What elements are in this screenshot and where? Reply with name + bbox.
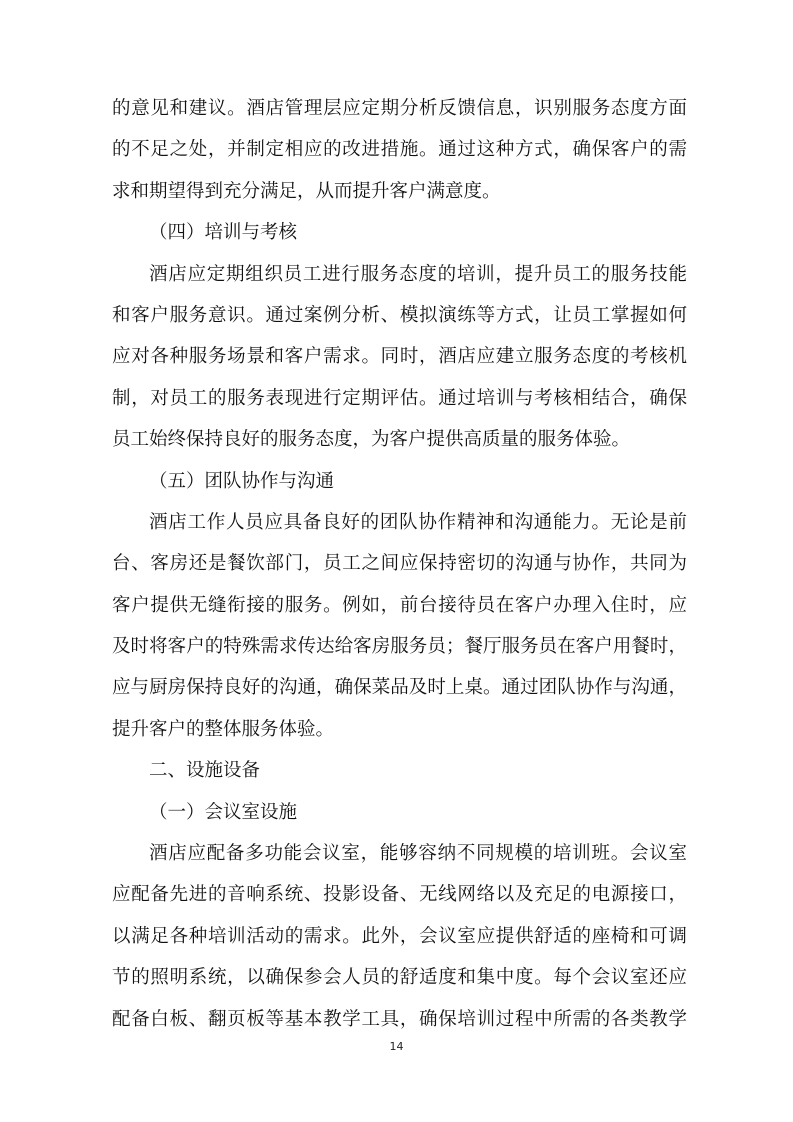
paragraph-line: 应与厨房保持良好的沟通，确保菜品及时上桌。通过团队协作与沟通，: [112, 677, 687, 699]
document-body: [112, 88, 687, 1040]
paragraph-line: 客户提供无缝衔接的服务。例如，前台接待员在客户办理入住时，应: [112, 594, 687, 616]
section-heading: 二、设施设备: [149, 760, 261, 782]
paragraph-line: 员工始终保持良好的服务态度，为客户提供高质量的服务体验。: [112, 429, 631, 451]
section-heading: （四）培训与考核: [149, 222, 298, 244]
paragraph-line: 节的照明系统，以确保参会人员的舒适度和集中度。每个会议室还应: [112, 967, 687, 989]
paragraph-line: 和客户服务意识。通过案例分析、模拟演练等方式，让员工掌握如何: [112, 304, 687, 326]
paragraph-line: 酒店工作人员应具备良好的团队协作精神和沟通能力。无论是前: [149, 511, 687, 533]
paragraph-line: 提升客户的整体服务体验。: [112, 718, 335, 740]
section-heading: （一）会议室设施: [149, 801, 298, 823]
paragraph-line: 的不足之处，并制定相应的改进措施。通过这种方式，确保客户的需: [112, 139, 687, 161]
paragraph-line: 应对各种服务场景和客户需求。同时，酒店应建立服务态度的考核机: [112, 346, 687, 368]
page-number: 14: [389, 1040, 404, 1053]
paragraph-line: 酒店应配备多功能会议室，能够容纳不同规模的培训班。会议室: [149, 843, 687, 865]
paragraph-line: 酒店应定期组织员工进行服务态度的培训，提升员工的服务技能: [149, 263, 687, 285]
paragraph-line: 应配备先进的音响系统、投影设备、无线网络以及充足的电源接口，: [112, 884, 687, 906]
paragraph-line: 制，对员工的服务表现进行定期评估。通过培训与考核相结合，确保: [112, 387, 687, 409]
section-heading: （五）团队协作与沟通: [149, 470, 335, 492]
paragraph-line: 配备白板、翻页板等基本教学工具，确保培训过程中所需的各类教学: [112, 1008, 687, 1030]
paragraph-line: 以满足各种培训活动的需求。此外，会议室应提供舒适的座椅和可调: [112, 925, 687, 947]
paragraph-line: 台、客房还是餐饮部门，员工之间应保持密切的沟通与协作，共同为: [112, 553, 687, 575]
paragraph-line: 及时将客户的特殊需求传达给客房服务员；餐厅服务员在客户用餐时，: [112, 636, 687, 658]
paragraph-line: 求和期望得到充分满足，从而提升客户满意度。: [112, 180, 501, 202]
paragraph-line: 的意见和建议。酒店管理层应定期分析反馈信息，识别服务态度方面: [112, 98, 687, 119]
